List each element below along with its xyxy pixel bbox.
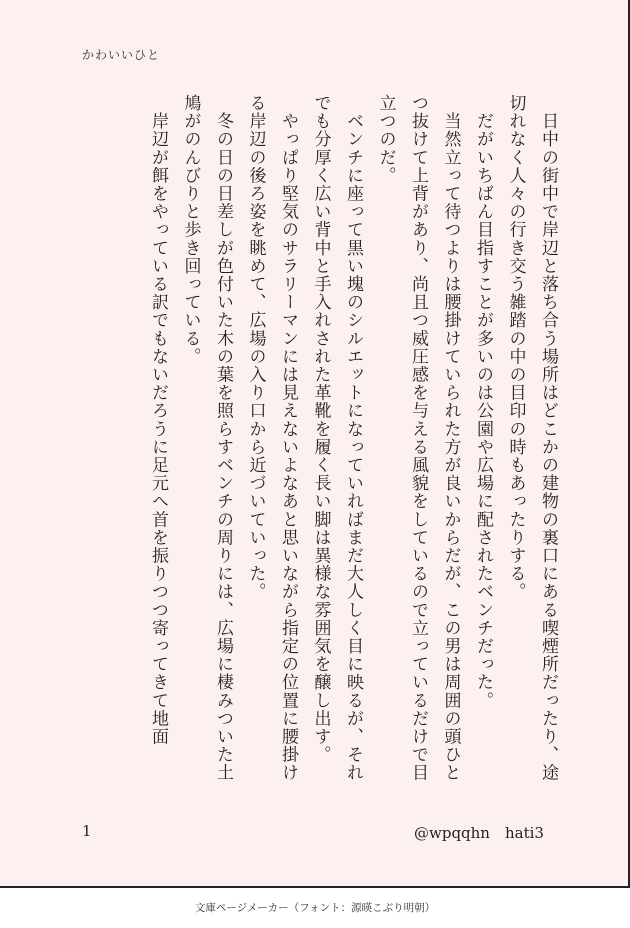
paragraph: ベンチに座って黒い塊のシルエットになっていればまだ大人しく目に映るが、それでも分厚く広い背中と手入れされた革靴を履く長い脚は異様な雰囲気を醸し出す。 — [310, 94, 363, 782]
author-credit: @wpqqhn hati3 — [414, 824, 544, 842]
page-number: 1 — [82, 822, 92, 840]
paragraph: 冬の日の日差しが色付いた木の葉を照らすベンチの周りには、広場に棲みついた土鳩がのんびりと歩き回っている。 — [180, 94, 233, 782]
running-title: かわいいひと — [82, 48, 161, 62]
generator-credit: 文庫ページメーカー（フォント：源暎こぶり明朝） — [194, 902, 436, 914]
paragraph: 岸辺が餌をやっている訳でもないだろうに足元へ首を振りつつ寄ってきて地面 — [148, 94, 168, 746]
vertical-body-text — [74, 94, 564, 784]
paragraph: だがいちばん目指すことが多いのは公園や広場に配されたベンチだった。 — [473, 94, 493, 710]
paragraph: 日中の街中で岸辺と落ち合う場所はどこかの建物の裏口にある喫煙所だったり、途切れなく人々の行き交う雑踏の中の目印の時もあったりする。 — [505, 94, 558, 782]
paragraph: やっぱり堅気のサラリーマンには見えないよなあと思いながら指定の位置に腰掛ける岸辺の後ろ姿を眺めて、広場の入り口から近づいていった。 — [245, 94, 298, 782]
paragraph: 当然立って待つよりは腰掛けていられた方が良いからだが、この男は周囲の頭ひとつ抜けて上背があり、尚且つ威圧感を与える風貌をしているので立っているだけで目立つのだ。 — [375, 94, 461, 782]
